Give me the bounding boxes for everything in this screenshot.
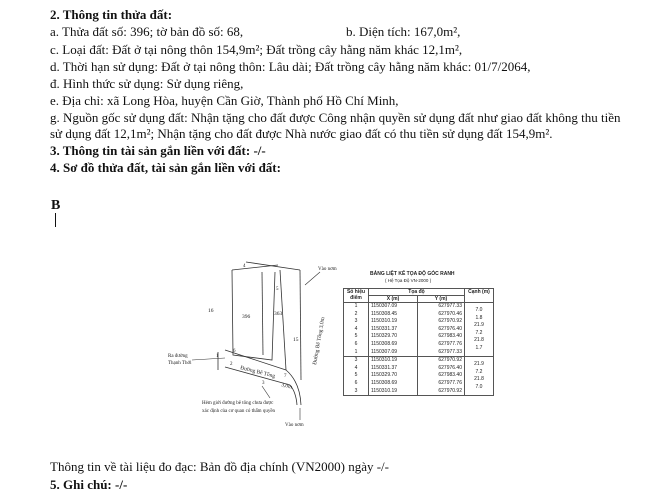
leader-line-top [305,272,320,285]
g1-x: 1150331.37 [371,325,398,332]
area-line: b. Diện tích: 167,0m², [346,24,461,39]
table-row-group1 [344,303,494,357]
g1-y: 627977.33 [438,303,462,309]
g1-pt: 4 [354,325,358,332]
header-coord: Tọa độ [369,289,465,296]
usage-term-line: d. Thời hạn sử dụng: Đất ở tại nông thôn: Lâu dài; Đất trồng cây hằng năm khác: 01/7/2064, [50,59,531,74]
vertex-2: 2 [230,362,233,367]
g1-edge: 1.7 [475,344,483,351]
g1-x: 1150308.45 [371,310,398,317]
leader-line-left [192,358,225,360]
g1-pt: 1 [354,303,358,309]
g1-x: 1150308.69 [371,340,398,347]
g2-x: 1150310.19 [371,357,398,364]
parcel-divider [262,272,263,355]
parcel-15-label: 15 [293,337,299,343]
road-edge-left [280,270,286,370]
g2-edge: 21.8 [474,376,484,383]
g1-x: 1150307.09 [371,348,398,355]
g1-edge: 1.8 [475,314,483,321]
g1-y: 627977.76 [438,340,462,347]
vertex-3: 3 [262,381,265,386]
header-edge: Cạnh (m) [465,289,494,303]
header-x: X (m) [369,296,418,303]
g2-edge: 7.0 [475,383,483,390]
g2-pt: 3 [354,357,358,364]
vertex-1: 1 [216,354,219,359]
g1-y: 627976.40 [438,325,462,332]
g1-pt: 5 [354,333,358,340]
g2-x: 1150329.70 [371,372,398,379]
parcel-396-label: 396 [242,314,251,320]
parcel-boundary [232,270,275,360]
g2-pt: 5 [354,372,358,379]
g2-y: 627970.92 [438,357,462,364]
g1-x: 1150329.70 [371,333,398,340]
g1-y: 627983.40 [438,333,462,340]
road-horizontal-label: Đường Bê Tông [239,365,276,380]
g1-pt: 1 [354,348,358,355]
land-type-line: c. Loại đất: Đất ở tại nông thôn 154,9m²; Đất trồng cây hằng năm khác 12,1m², [50,42,463,57]
section-3-title: 3. Thông tin tài sản gắn liền với đất: -/- [50,143,266,158]
left-road-label-2: Thạnh Thới [168,361,192,366]
g1-y: 627970.46 [438,310,462,317]
section-5-title: 5. Ghi chú: -/- [50,477,128,492]
alley-note-2: xác định của cơ quan có thẩm quyền [202,409,276,414]
road-edge-right [300,270,301,380]
g1-pt: 6 [354,340,358,347]
out-label-top: Vào nơm [318,267,337,272]
usage-form-line: đ. Hình thức sử dụng: Sử dụng riêng, [50,76,244,91]
parcel-363-label: 363 [274,311,283,317]
g2-y: 627983.40 [438,372,462,379]
g2-pt: 6 [354,379,358,386]
header-y: Y (m) [418,296,465,303]
neighbor-top-line-2 [246,262,300,270]
section-2-title: 2. Thông tin thửa đất: [50,7,173,22]
vertex-4: 4 [243,264,246,269]
g1-edge: 7.0 [475,307,483,313]
coord-table [343,288,494,396]
group2-x [369,357,418,396]
group1-points [344,303,369,357]
g1-y: 627977.33 [438,348,462,355]
g2-y: 627977.76 [438,379,462,386]
table-row-group2 [344,357,494,396]
g2-y: 627970.92 [438,387,462,394]
group2-edges [465,357,494,396]
coord-table-title: BẢNG LIỆT KÊ TỌA ĐỘ GÓC RANH [370,271,455,277]
group1-edges [465,303,494,357]
origin-line-2: sử dụng đất 12,1m²; Nhận tặng cho đất được Nhà nước giao đất có thu tiền sử dụng đất 154,9m². [50,126,553,141]
vertex-6: 6 [233,349,236,354]
g2-pt: 3 [354,387,358,394]
g2-x: 1150331.37 [371,364,398,371]
g1-x: 1150307.09 [371,303,398,309]
vertex-7: 7 [284,374,287,379]
g2-edge: 21.9 [474,361,484,368]
g1-edge: 21.9 [474,322,484,329]
section-4-title: 4. Sơ đồ thửa đất, tài sản gắn liền với đất: [50,160,281,175]
group2-y [418,357,465,396]
g2-edge: 7.2 [475,368,483,375]
g1-pt: 2 [354,310,358,317]
parcel-number-line: a. Thửa đất số: 396; tờ bản đồ số: 68, [50,24,244,39]
left-road-label-1: Ra đường [168,354,188,359]
leader-line-note [262,386,270,398]
g2-x: 1150310.19 [371,387,398,394]
group1-y [418,303,465,357]
g1-edge: 21.8 [474,337,484,344]
group1-x [369,303,418,357]
road-width-label: 3,0m [280,382,293,391]
header-point: Số hiệu điểm [344,289,369,303]
address-line: e. Địa chỉ: xã Long Hòa, huyện Cần Giờ, Thành phố Hồ Chí Minh, [50,93,399,108]
group2-points [344,357,369,396]
origin-line-1: g. Nguồn gốc sử dụng đất: Nhận tặng cho đất được Công nhận quyền sử dụng đất như giao đất không thu tiền [50,110,621,125]
out-label-bottom: Vào nơm [285,423,304,428]
vertex-5: 5 [276,287,279,292]
g1-y: 627970.92 [438,318,462,325]
g1-edge: 7.2 [475,329,483,336]
g2-x: 1150308.69 [371,379,398,386]
alley-note-1: Hẻm giới đường bê tông chưa được [202,401,274,406]
road-vertical-label: Đường Bê Tông 3,0m [312,316,327,366]
survey-info-line: Thông tin về tài liệu đo đạc: Bản đồ địa chính (VN2000) ngày -/- [50,459,390,474]
g1-x: 1150310.19 [371,318,398,325]
g1-pt: 3 [354,318,358,325]
parcel-16-label: 16 [208,308,214,314]
g2-pt: 4 [354,364,358,371]
north-letter: B [51,198,61,213]
coord-table-subtitle: ( Hệ Tọa Độ VN-2000 ) [385,278,432,283]
g2-y: 627976.40 [438,364,462,371]
